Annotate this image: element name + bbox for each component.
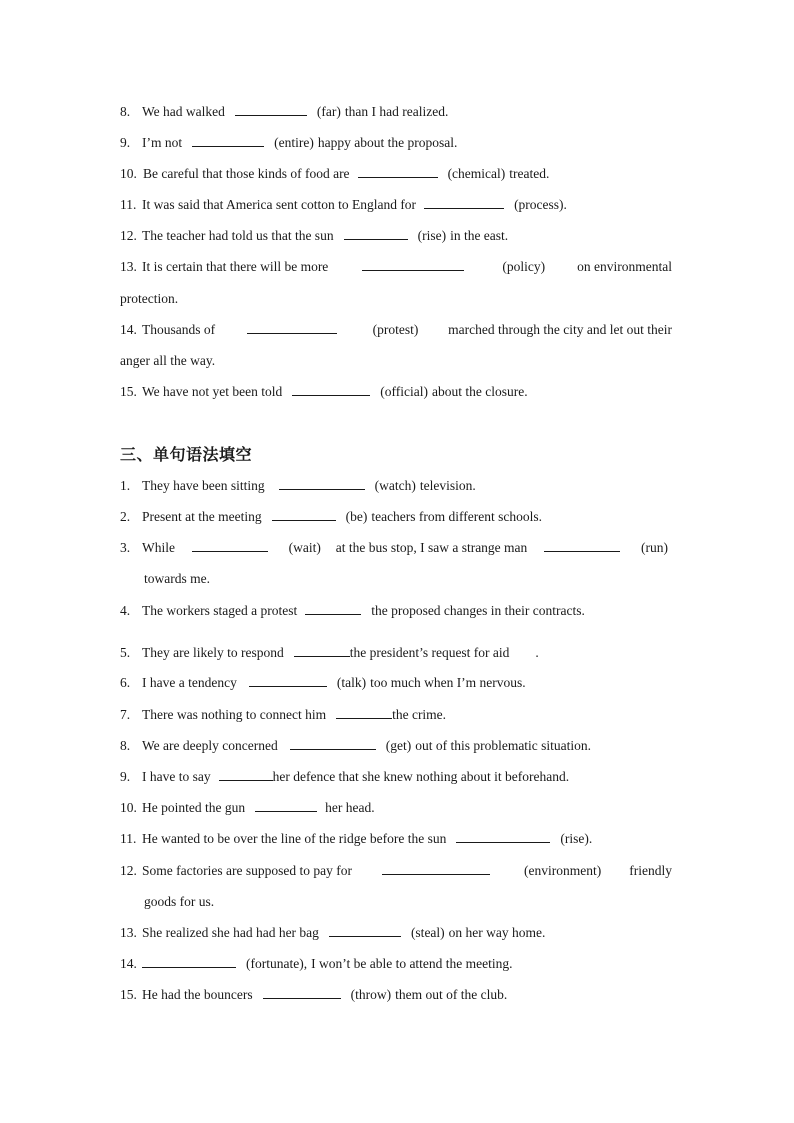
question-number: 7. (120, 707, 131, 722)
question-text: her head. (325, 800, 375, 815)
question-3-15 (120, 985, 672, 1005)
question-number: 14. (120, 956, 137, 971)
question-number: 10. (120, 800, 137, 815)
question-number: 10. (120, 166, 137, 181)
word-hint: (talk) (336, 675, 367, 690)
question-text: television. (419, 478, 476, 493)
question-3-12 (120, 861, 672, 881)
word-hint: (wait) (288, 540, 321, 555)
question-3-2 (120, 507, 672, 527)
answer-blank[interactable] (358, 164, 438, 178)
question-2-12 (120, 226, 672, 246)
question-text: The teacher had told us that the sun (142, 228, 334, 243)
word-hint: (protest) (372, 322, 419, 337)
word-hint: (chemical) (447, 166, 506, 181)
question-number: 15. (120, 987, 137, 1002)
question-text: The workers staged a protest (142, 603, 298, 618)
answer-blank[interactable] (249, 673, 327, 687)
question-text: the proposed changes in their contracts. (371, 603, 585, 618)
answer-blank[interactable] (424, 195, 504, 209)
question-2-13-continuation (120, 289, 672, 309)
answer-blank[interactable] (142, 954, 236, 968)
question-text: It is certain that there will be more (142, 259, 329, 274)
question-text: I’m not (142, 135, 183, 150)
question-3-6 (120, 673, 672, 693)
question-number: 13. (120, 925, 137, 940)
answer-blank[interactable] (279, 476, 365, 490)
question-3-11 (120, 829, 672, 849)
answer-blank[interactable] (263, 985, 341, 999)
question-2-14 (120, 320, 672, 340)
question-number: 8. (120, 738, 131, 753)
question-text: them out of the club. (395, 987, 508, 1002)
question-text: We have not yet been told (142, 384, 283, 399)
question-text: about the closure. (431, 384, 528, 399)
question-text: He wanted to be over the line of the ridge before the sun (142, 831, 447, 846)
question-text: towards me. (144, 571, 210, 586)
answer-blank[interactable] (192, 133, 264, 147)
question-3-3 (120, 538, 672, 558)
question-3-5 (120, 643, 672, 663)
question-number: 5. (120, 645, 131, 660)
question-2-9 (120, 133, 672, 153)
word-hint: (policy) (502, 259, 546, 274)
question-text: teachers from different schools. (371, 509, 543, 524)
question-number: 15. (120, 384, 137, 399)
question-text: She realized she had had her bag (142, 925, 319, 940)
question-number: 2. (120, 509, 131, 524)
question-number: 6. (120, 675, 131, 690)
answer-blank[interactable] (294, 643, 350, 657)
question-text: I have to say (142, 769, 211, 784)
question-2-15 (120, 382, 672, 402)
question-text: friendly (629, 863, 672, 878)
word-hint: (fortunate), (246, 956, 308, 971)
question-text: the president’s request for aid (349, 645, 510, 660)
word-hint: (rise). (560, 831, 593, 846)
answer-blank[interactable] (192, 538, 268, 552)
question-text: . (535, 645, 539, 660)
question-number: 12. (120, 863, 137, 878)
answer-blank[interactable] (329, 923, 401, 937)
word-hint: (be) (345, 509, 368, 524)
question-2-11 (120, 195, 672, 215)
question-text: goods for us. (144, 894, 215, 909)
question-text: We had walked (142, 104, 225, 119)
question-text: anger all the way. (120, 353, 216, 368)
word-hint: (entire) (274, 135, 314, 150)
word-hint: (official) (380, 384, 428, 399)
question-text: treated. (509, 166, 550, 181)
question-number: 13. (120, 259, 137, 274)
question-3-3-continuation (144, 569, 696, 589)
answer-blank[interactable] (305, 601, 361, 615)
question-number: 4. (120, 603, 131, 618)
question-text: I have a tendency (142, 675, 237, 690)
question-text: He had the bouncers (142, 987, 253, 1002)
word-hint: (rise) (417, 228, 447, 243)
answer-blank[interactable] (290, 736, 376, 750)
answer-blank[interactable] (344, 226, 408, 240)
question-text: Some factories are supposed to pay for (142, 863, 352, 878)
question-2-13 (120, 257, 672, 277)
question-text: There was nothing to connect him (142, 707, 327, 722)
answer-blank[interactable] (272, 507, 336, 521)
answer-blank[interactable] (255, 798, 317, 812)
question-text: protection. (120, 291, 179, 306)
question-text: her defence that she knew nothing about it beforehand. (272, 769, 570, 784)
word-hint: (environment) (523, 863, 602, 878)
question-text: happy about the proposal. (317, 135, 458, 150)
question-text: at the bus stop, I saw a strange man (335, 540, 528, 555)
question-number: 14. (120, 322, 137, 337)
section-title: 三、单句语法填空 (120, 445, 253, 464)
question-text: out of this problematic situation. (415, 738, 592, 753)
word-hint: (run) (640, 540, 668, 555)
question-3-8 (120, 736, 672, 756)
question-3-4 (120, 601, 672, 621)
answer-blank[interactable] (235, 102, 307, 116)
question-text: They are likely to respond (142, 645, 284, 660)
question-number: 3. (120, 540, 131, 555)
word-hint: (watch) (374, 478, 416, 493)
question-number: 8. (120, 104, 131, 119)
word-hint: (steal) (410, 925, 445, 940)
question-3-13 (120, 923, 672, 943)
question-text: Present at the meeting (142, 509, 262, 524)
question-text: too much when I’m nervous. (370, 675, 526, 690)
question-3-7 (120, 705, 672, 725)
word-hint: (far) (316, 104, 341, 119)
question-number: 9. (120, 769, 131, 784)
question-3-9 (120, 767, 672, 787)
question-number: 9. (120, 135, 131, 150)
word-hint: (throw) (350, 987, 392, 1002)
answer-blank[interactable] (456, 829, 550, 843)
question-text: on environmental (577, 259, 672, 274)
question-3-14 (120, 954, 672, 974)
word-hint: (get) (385, 738, 412, 753)
question-text: the crime. (392, 707, 447, 722)
answer-blank[interactable] (247, 320, 337, 334)
question-text: They have been sitting (142, 478, 265, 493)
question-text: I won’t be able to attend the meeting. (311, 956, 513, 971)
question-3-12-continuation (144, 892, 696, 912)
question-text: in the east. (450, 228, 509, 243)
answer-blank[interactable] (382, 861, 490, 875)
question-number: 11. (120, 831, 137, 846)
answer-blank[interactable] (292, 382, 370, 396)
answer-blank[interactable] (362, 257, 464, 271)
question-text: While (142, 540, 175, 555)
question-text: on her way home. (448, 925, 546, 940)
answer-blank[interactable] (544, 538, 620, 552)
answer-blank[interactable] (336, 705, 392, 719)
question-text: Thousands of (142, 322, 216, 337)
question-number: 1. (120, 478, 131, 493)
question-number: 12. (120, 228, 137, 243)
answer-blank[interactable] (219, 767, 273, 781)
question-2-8 (120, 102, 672, 122)
question-text: He pointed the gun (142, 800, 246, 815)
question-2-14-continuation (120, 351, 672, 371)
question-number: 11. (120, 197, 137, 212)
question-text: marched through the city and let out their (448, 322, 672, 337)
question-text: It was said that America sent cotton to England for (142, 197, 417, 212)
question-text: than I had realized. (344, 104, 449, 119)
word-hint: (process). (514, 197, 567, 212)
question-3-1 (120, 476, 672, 496)
question-text: Be careful that those kinds of food are (143, 166, 350, 181)
question-text: We are deeply concerned (142, 738, 278, 753)
question-2-10 (120, 164, 672, 184)
question-3-10 (120, 798, 672, 818)
